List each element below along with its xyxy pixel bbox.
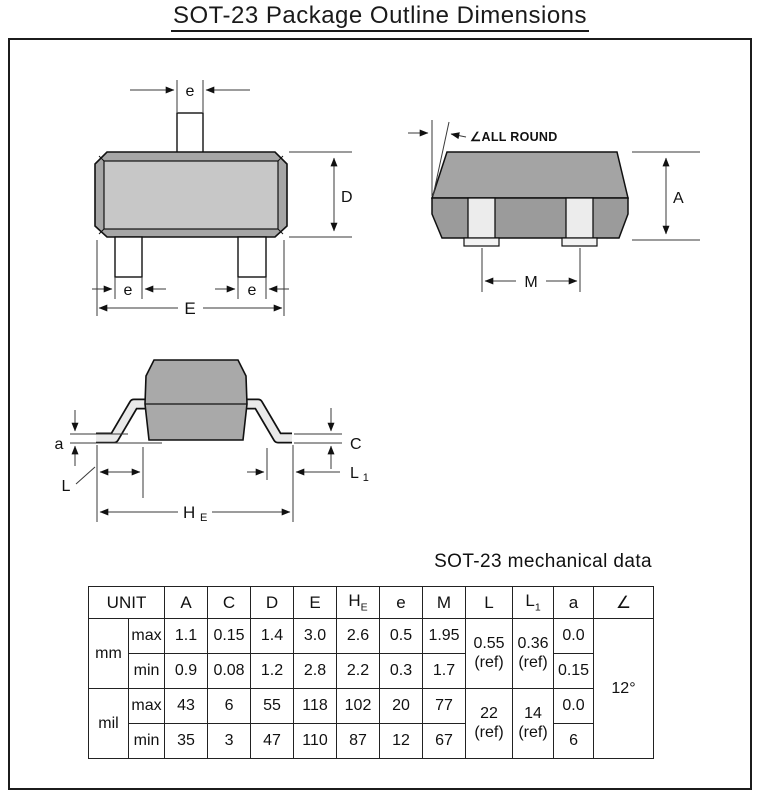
table-header-row xyxy=(89,587,654,619)
persp-pin-left xyxy=(468,198,495,238)
label-HE-sub: E xyxy=(200,512,208,524)
cell: 55 xyxy=(251,689,294,724)
cell: 67 xyxy=(423,724,466,759)
label-e-top: e xyxy=(185,83,195,100)
mm-L-ref-label: (ref) xyxy=(474,653,504,671)
persp-pin-foot-right xyxy=(562,238,597,246)
cell: 6 xyxy=(554,724,594,759)
cell: 20 xyxy=(380,689,423,724)
front-view xyxy=(92,80,353,318)
header-HE-main: H xyxy=(348,590,361,610)
persp-pin-foot-left xyxy=(464,238,499,246)
mil-L-ref-label: (ref) xyxy=(474,723,504,741)
header-C: C xyxy=(208,587,251,619)
cell: 110 xyxy=(294,724,337,759)
header-L1 xyxy=(513,587,554,619)
lead-left xyxy=(96,404,153,438)
cell: 1.2 xyxy=(251,654,294,689)
label-HE-main: H xyxy=(183,503,196,522)
row-mm-max xyxy=(89,619,654,654)
dim-L xyxy=(76,445,143,522)
cell: 0.3 xyxy=(380,654,423,689)
mm-min-label: min xyxy=(129,654,165,689)
cell: 35 xyxy=(165,724,208,759)
cell: 0.5 xyxy=(380,619,423,654)
cell: 0.0 xyxy=(554,619,594,654)
cell: 3.0 xyxy=(294,619,337,654)
cell: 1.95 xyxy=(423,619,466,654)
label-A: A xyxy=(673,190,684,207)
front-body-inner xyxy=(104,161,278,229)
label-E: E xyxy=(184,299,196,318)
label-HE xyxy=(183,503,207,524)
row-mil-max xyxy=(89,689,654,724)
mm-L-ref xyxy=(466,619,513,689)
header-E: E xyxy=(294,587,337,619)
mechanical-data-table xyxy=(88,586,654,759)
persp-body-top-face xyxy=(432,152,628,198)
cell: 3 xyxy=(208,724,251,759)
label-L1-sub: 1 xyxy=(362,472,369,484)
header-a: a xyxy=(554,587,594,619)
header-L1-main: L xyxy=(525,590,535,610)
header-e: e xyxy=(380,587,423,619)
mil-L1-ref-label: (ref) xyxy=(518,723,548,741)
label-a: a xyxy=(54,436,64,453)
row-mm-min xyxy=(89,654,654,689)
header-HE xyxy=(337,587,380,619)
label-L1 xyxy=(350,465,369,484)
mm-L-value: 0.55 xyxy=(473,635,505,653)
cell: 0.15 xyxy=(208,619,251,654)
row-mil-min xyxy=(89,724,654,759)
mm-max-label: max xyxy=(129,619,165,654)
dim-C xyxy=(294,408,342,469)
cell: 87 xyxy=(337,724,380,759)
cell: 43 xyxy=(165,689,208,724)
persp-body-front-face xyxy=(432,198,628,238)
cell: 2.2 xyxy=(337,654,380,689)
label-D: D xyxy=(341,189,353,206)
cell: 0.9 xyxy=(165,654,208,689)
cell: 102 xyxy=(337,689,380,724)
cell: 1.7 xyxy=(423,654,466,689)
mil-L-value: 22 xyxy=(480,705,498,723)
cell: 1.4 xyxy=(251,619,294,654)
mm-L1-value: 0.36 xyxy=(517,635,549,653)
header-L: L xyxy=(466,587,513,619)
cell: 118 xyxy=(294,689,337,724)
cell: 0.0 xyxy=(554,689,594,724)
header-angle: ∠ xyxy=(594,587,654,619)
cell: 47 xyxy=(251,724,294,759)
persp-pin-right xyxy=(566,198,593,238)
mil-L-ref xyxy=(466,689,513,759)
perspective-view xyxy=(408,120,700,292)
mil-L1-ref xyxy=(513,689,554,759)
label-C: C xyxy=(350,436,362,453)
cell: 1.1 xyxy=(165,619,208,654)
dim-L1 xyxy=(247,445,340,522)
unit-mil: mil xyxy=(89,689,129,759)
header-M: M xyxy=(423,587,466,619)
header-A: A xyxy=(165,587,208,619)
side-body xyxy=(145,360,247,440)
page-title-text: SOT-23 Package Outline Dimensions xyxy=(171,2,589,32)
front-bottom-pin-left xyxy=(115,237,142,277)
header-L1-sub: 1 xyxy=(534,601,541,614)
cell: 12 xyxy=(380,724,423,759)
cell: 2.6 xyxy=(337,619,380,654)
mm-L1-ref-label: (ref) xyxy=(518,653,548,671)
mil-L1-value: 14 xyxy=(524,705,542,723)
dim-e-bottom xyxy=(92,277,289,299)
unit-mm: mm xyxy=(89,619,129,689)
label-e-bottom-left: e xyxy=(123,282,133,299)
header-unit: UNIT xyxy=(89,587,165,619)
label-M: M xyxy=(524,274,538,291)
header-D: D xyxy=(251,587,294,619)
cell: 2.8 xyxy=(294,654,337,689)
mm-L1-ref xyxy=(513,619,554,689)
dim-A xyxy=(632,152,700,240)
label-L1-main: L xyxy=(350,465,359,482)
side-profile-view xyxy=(55,360,369,524)
cell: 0.15 xyxy=(554,654,594,689)
mil-max-label: max xyxy=(129,689,165,724)
table-title: SOT-23 mechanical data xyxy=(434,551,652,572)
front-top-pin xyxy=(177,113,203,153)
label-all-round: ∠ALL ROUND xyxy=(470,130,558,144)
front-bottom-pin-right xyxy=(238,237,266,277)
label-L: L xyxy=(61,478,71,495)
cell: 0.08 xyxy=(208,654,251,689)
header-HE-sub: E xyxy=(360,601,368,614)
cell: 77 xyxy=(423,689,466,724)
mil-min-label: min xyxy=(129,724,165,759)
label-e-bottom-right: e xyxy=(247,282,257,299)
angle-value-cell: 12° xyxy=(594,619,654,759)
cell: 6 xyxy=(208,689,251,724)
